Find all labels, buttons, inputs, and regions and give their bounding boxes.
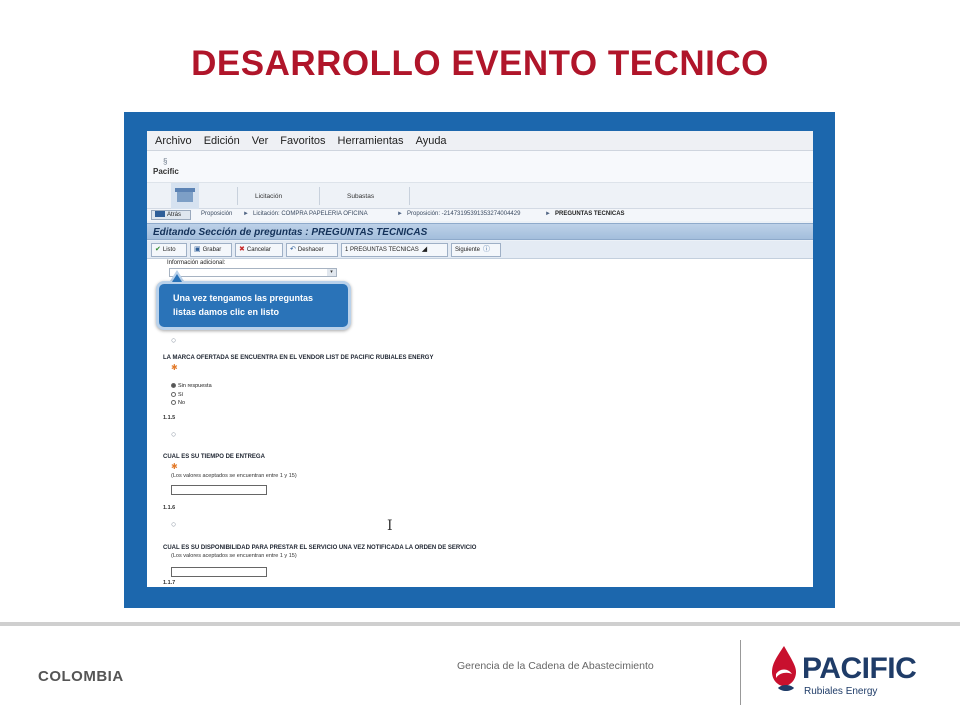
nav-separator (319, 187, 320, 205)
breadcrumb-item[interactable]: Proposición (201, 211, 233, 217)
question-title: CUAL ES SU DISPONIBILIDAD PARA PRESTAR EL SERVICIO UNA VEZ NOTIFICADA LA ORDEN DE SERVICIO (163, 545, 477, 551)
breadcrumb-arrow-icon: ► (397, 211, 403, 217)
grabar-button[interactable]: ▣ Grabar (190, 243, 232, 257)
breadcrumb (147, 209, 813, 221)
question-title: LA MARCA OFERTADA SE ENCUENTRA EN EL VENDOR LIST DE PACIFIC RUBIALES ENERGY (163, 355, 434, 361)
check-icon: ✔ (155, 246, 161, 253)
footer-line (0, 622, 960, 626)
radio-option[interactable]: No (171, 400, 185, 406)
tooltip-text: Una vez tengamos las preguntas listas damos clic en (173, 293, 314, 317)
app-header (147, 151, 813, 183)
radio-icon (171, 400, 176, 405)
instruction-tooltip (156, 281, 351, 330)
question-title: CUAL ES SU TIEMPO DE ENTREGA (163, 454, 265, 460)
tooltip-arrow-inner (172, 274, 182, 282)
menu-herramientas[interactable]: Herramientas (337, 134, 404, 147)
radio-option[interactable]: Sin respuesta (171, 383, 212, 389)
availability-input[interactable] (171, 567, 267, 577)
deshacer-button[interactable]: ↶ Deshacer (286, 243, 338, 257)
back-arrow-icon (155, 211, 165, 217)
footer-department: Gerencia de la Cadena de Abastecimiento (457, 660, 654, 672)
footer-divider (740, 640, 741, 705)
app-logo-text: Pacific (153, 167, 179, 176)
listo-button[interactable]: ✔ Listo (151, 243, 187, 257)
radio-icon (171, 392, 176, 397)
menu-favoritos[interactable]: Favoritos (280, 134, 326, 147)
home-building-icon[interactable] (171, 183, 199, 209)
undo-icon: ↶ (290, 246, 296, 253)
text-cursor-icon: I (387, 518, 393, 534)
embedded-screenshot (147, 131, 813, 587)
save-icon: ▣ (194, 246, 201, 253)
logo-sub: Rubiales Energy (804, 686, 878, 697)
logo-swirl-icon: § (163, 157, 168, 166)
question-note: (Los valores aceptados se encuentran entre 1 y 15) (171, 473, 297, 479)
required-star-icon: ✱ (171, 462, 178, 471)
browser-menubar (147, 131, 813, 151)
delivery-time-input[interactable] (171, 485, 267, 495)
slide-title: DESARROLLO EVENTO TECNICO (191, 44, 769, 83)
back-button[interactable]: Atrás (151, 210, 191, 220)
menu-edicion[interactable]: Edición (203, 134, 240, 147)
menu-ver[interactable]: Ver (251, 134, 269, 147)
dropdown-arrow-icon: ◢ (421, 246, 428, 253)
tab-subastas[interactable]: Subastas (347, 193, 375, 200)
next-icon: ⓘ (483, 246, 491, 253)
comment-icon[interactable]: ○ (171, 519, 177, 529)
breadcrumb-arrow-icon: ► (243, 211, 249, 217)
info-select[interactable] (169, 268, 337, 277)
pacific-logo (766, 640, 916, 706)
nav-separator (237, 187, 238, 205)
menu-ayuda[interactable]: Ayuda (415, 134, 447, 147)
radio-option[interactable]: Sí (171, 392, 183, 398)
comment-icon[interactable]: ○ (171, 429, 177, 439)
info-label: Información adicional: (167, 260, 226, 266)
cancelar-button[interactable]: ✖ Cancelar (235, 243, 283, 257)
section-title: Editando Sección de preguntas : PREGUNTAS TECNICAS (153, 227, 428, 238)
breadcrumb-current: PREGUNTAS TECNICAS (555, 211, 625, 217)
pacific-drop-icon (766, 644, 802, 694)
logo-brand: PACIFIC (802, 652, 917, 685)
radio-icon (171, 383, 176, 388)
breadcrumb-item[interactable]: Proposición: -2147319539135327400442​9 (407, 211, 521, 217)
menu-archivo[interactable]: Archivo (155, 134, 192, 147)
section-header (147, 223, 813, 240)
breadcrumb-arrow-icon: ► (545, 211, 551, 217)
tooltip-bold-text: listo (260, 307, 280, 317)
siguiente-button[interactable]: Siguiente ⓘ (451, 243, 501, 257)
section-select[interactable]: 1 PREGUNTAS TECNICAS ◢ (341, 243, 448, 257)
toolbar (147, 241, 813, 259)
question-note: (Los valores aceptados se encuentran entre 1 y 15) (171, 553, 297, 559)
question-number: 1.1.7 (163, 580, 176, 586)
nav-separator (409, 187, 410, 205)
close-icon: ✖ (239, 246, 245, 253)
question-number: 1.1.6 (163, 505, 176, 511)
tab-licitacion[interactable]: Licitación (255, 193, 283, 200)
comment-icon[interactable]: ○ (171, 335, 177, 345)
app-logo (153, 157, 187, 177)
nav-row (147, 183, 813, 209)
footer-country: COLOMBIA (38, 668, 124, 685)
required-star-icon: ✱ (171, 363, 178, 372)
question-number: 1.1.5 (163, 415, 176, 421)
chevron-down-icon: ▾ (327, 269, 336, 276)
breadcrumb-item[interactable]: Licitación: COMPRA PAPELERIA OFICINA (253, 211, 368, 217)
